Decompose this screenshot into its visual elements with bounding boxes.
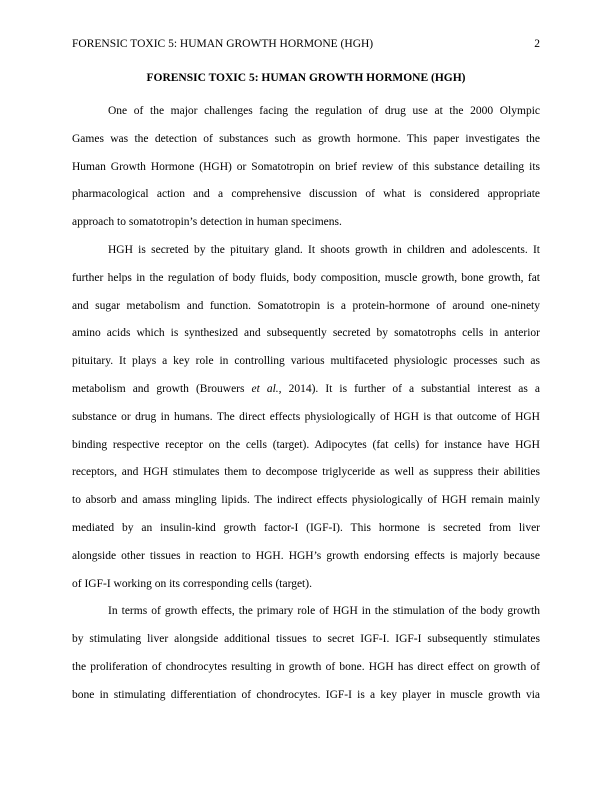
text-line: In terms of growth effects, the primary role of HGH in the stimulation of the body growth (108, 605, 540, 618)
citation-lead: metabolism and growth (Brouwers (72, 382, 252, 395)
text-line: Human Growth Hormone (HGH) or Somatotropin on brief review of this substance detailing its (72, 160, 540, 173)
paragraph-3 (72, 598, 540, 709)
text-line: the proliferation of chondrocytes resulting in growth of bone. HGH has direct effect on growth of (72, 660, 540, 673)
text-line: to absorb and amass mingling lipids. The indirect effects physiologically of HGH remain mainly (72, 494, 540, 507)
text-line: further helps in the regulation of body fluids, body composition, muscle growth, bone growth, fat (72, 271, 540, 284)
text-line: Games was the detection of substances such as growth hormone. This paper investigates the (72, 132, 540, 145)
paragraph-1 (72, 98, 540, 237)
text-line: bone in stimulating differentiation of chondrocytes. IGF-I is a key player in muscle growth via (72, 688, 540, 701)
text-line: pharmacological action and a comprehensive discussion of what is considered appropriate (72, 188, 540, 201)
page-number: 2 (534, 38, 540, 50)
citation-italic: et al., (251, 382, 282, 395)
text-line: HGH is secreted by the pituitary gland. It shoots growth in children and adolescents. It (108, 243, 540, 256)
text-line: mediated by an insulin-kind growth factor-I (IGF-I). This hormone is secreted from liver (72, 521, 540, 534)
paragraph-2 (72, 237, 540, 598)
document-body (72, 98, 540, 710)
text-line: approach to somatotropin’s detection in human specimens. (72, 216, 342, 229)
document-title: FORENSIC TOXIC 5: HUMAN GROWTH HORMONE (HGH) (146, 72, 466, 84)
text-line: binding respective receptor on the cells (target). Adipocytes (fat cells) for instance have HGH (72, 438, 540, 451)
text-line: substance or drug in humans. The direct effects physiologically of HGH is that outcome of HGH (72, 410, 540, 423)
text-line: One of the major challenges facing the regulation of drug use at the 2000 Olympic (108, 105, 540, 117)
text-line: by stimulating liver alongside additional tissues to secret IGF-I. IGF-I subsequently stimulates (72, 633, 540, 646)
text-line: and sugar metabolism and function. Somatotropin is a protein-hormone of around one-ninety (72, 299, 540, 312)
text-line: pituitary. It plays a key role in controlling various multifaceted physiologic processes such as (72, 355, 540, 368)
text-line: receptors, and HGH stimulates them to decompose triglyceride as well as suppress their abilities (72, 466, 540, 479)
text-line-citation (72, 376, 540, 404)
citation-rest: 2014). It is further of a substantial interest as a (281, 382, 540, 395)
text-line: alongside other tissues in reaction to HGH. HGH’s growth endorsing effects is majorly because (72, 549, 540, 562)
running-head-title: FORENSIC TOXIC 5: HUMAN GROWTH HORMONE (HGH) (72, 38, 374, 50)
text-line: amino acids which is synthesized and subsequently secreted by somatotrophs cells in anterior (72, 327, 540, 340)
text-line: of IGF-I working on its corresponding cells (target). (72, 577, 312, 590)
